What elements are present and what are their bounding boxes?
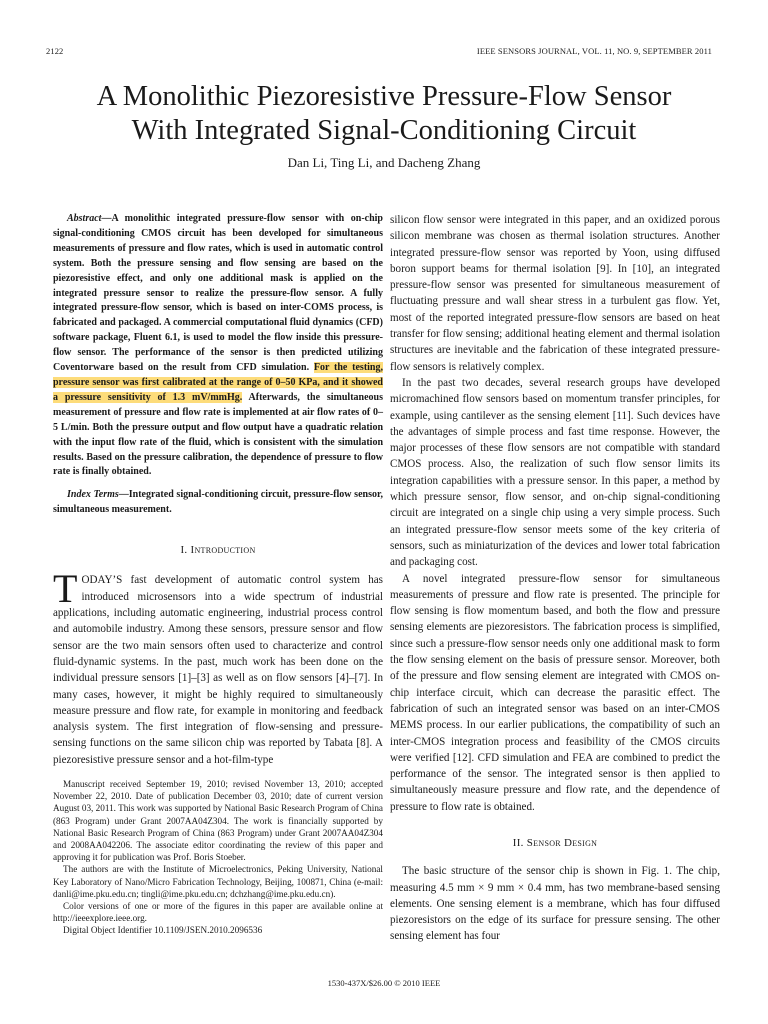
paper-title bbox=[0, 80, 768, 148]
right-paragraph-3: A novel integrated pressure-flow sensor for simultaneous measurements of pressure and flow rate is presented. The principle for flow sensing is flow momentum based, and both the flow and pressure sensing elements are piezoresistors. The fabrication process is simplified, since such a pressure-flow sensor needs only one additional mask to form the flow sensing element on the basis of pressure sensor. Moreover, both of the pressure and flow sensing element are integrated with CMOS on-chip interface circuit, which can decrease the parasitic effect. The fabrication of such an integrated sensor was based on an inter-CMOS MEMS process. In our earlier publications, the compatibility of such an inter-CMOS integration process and feasibility of the CMOS circuits were verified [12]. CFD simulation and FEA are combined to predict the performance of the sensor. The integrated sensor is then applied to simultaneously measure pressure and flow rate, and the dependence of pressure to flow rate is obtained. bbox=[390, 572, 720, 813]
title-line-1: A Monolithic Piezoresistive Pressure-Flow Sensor bbox=[96, 81, 672, 112]
right-column bbox=[390, 212, 720, 945]
right-paragraph-1: silicon flow sensor were integrated in this paper, and an oxidized porous silicon membrane was chosen as thermal isolation structures. Another integrated pressure-flow sensor was reported by Yoon, using diffused boron support beams for thermal isolation [9]. In [10], an integrated pressure-flow sensor was presented for simultaneous measurement of fluctuating pressure and wall shear stress in a turbulent gas flow. Yet, most of the reported integrated pressure-flow sensors are based on heat transfer for flow sensing; additional heating element and thermal isolation structures are inevitable and the fabrication of these integrated pressure-flow sensors is relatively complex. bbox=[390, 214, 720, 373]
left-column bbox=[53, 212, 383, 937]
title-line-2: With Integrated Signal-Conditioning Circuit bbox=[131, 115, 637, 146]
abstract-highlight: For the testing, pressure sensor was first calibrated at the range of 0–50 KPa, and it showed a pressure sensitivity of 1.3 mV/mmHg. bbox=[53, 362, 383, 403]
index-terms: Index Terms—Integrated signal-conditioning circuit, pressure-flow sensor, simultaneous measurement. bbox=[53, 489, 383, 516]
index-terms-text: Integrated signal-conditioning circuit, pressure-flow sensor, simultaneous measurement. bbox=[53, 489, 383, 516]
abstract-text-1: A monolithic integrated pressure-flow sensor with on-chip signal-conditioning CMOS circuit has been developed for simultaneous measurements of pressure and flow rates, which is used in automatic control system. Both the pressure sensing and flow sensing are based on the piezoresistive effect, and only one additional mask is applied on the integrated pressure sensor to realize the pressure-flow sensor. A fully integrated pressure-flow sensor, which is based on inter-COMS process, is fabricated and packaged. A commercial computational fluid dynamics (CFD) software package, Fluent 6.1, is used to model the flow inside this pressure-flow sensor. The performance of the sensor is then predicted utilizing Coventorware based on the result from CFD simulation. bbox=[53, 213, 383, 374]
page-number: 2122 bbox=[46, 46, 64, 56]
footnote-color: Color versions of one or more of the figures in this paper are available online at http://ieeexplore.ieee.org. bbox=[53, 901, 383, 924]
abstract: Abstract—A monolithic integrated pressure-flow sensor with on-chip signal-conditioning CMOS circuit has been developed for simultaneous measurements of pressure and flow rates, which is used in automatic control system. Both the pressure sensing and flow sensing are based on the piezoresistive effect, and only one additional mask is applied on the integrated pressure sensor to realize the pressure-flow sensor. A fully integrated pressure-flow sensor, which is based on inter-COMS process, is fabricated and packaged. A commercial computational fluid dynamics (CFD) software package, Fluent 6.1, is used to model the flow inside this pressure-flow sensor. The performance of the sensor is then predicted utilizing Coventorware based on the result from CFD simulation. For the testing, pressure sensor was first calibrated at the range of 0–50 KPa, and it showed a pressure sensitivity of 1.3 mV/mmHg. Afterwards, the simultaneous measurement of pressure and flow rate is implemented at air flow rates of 0–5 L/min. Both the pressure output and flow output have a quadratic relation with the input flow rate of the fluid, which is consistent with the simulation results. Based on the pressure calibration, the dependence of pressure to flow rate is finally obtained. bbox=[53, 213, 383, 478]
intro-text: ODAY’S fast development of automatic control system has introduced microsensors into a wide spectrum of industrial applications, including automatic engineering, industrial process control and automobile industry. Among these sensors, pressure sensor and flow sensor are the two main sensors often used to characterize and control fluid-dynamic systems. In the past, much work has been done on the individual pressure sensors [1]–[3] as well as on flow sensors [4]–[7]. In many cases, however, it might be highly required to simultaneously measure pressure and flow rate, for example in monitoring and feedback analysis system. The first integration of flow-sensing and pressure-sensing functions on the same silicon chip was reported by Tabata [8]. A piezoresistive pressure sensor and a hot-film-type bbox=[53, 574, 383, 766]
right-paragraph-2: In the past two decades, several research groups have developed micromachined flow sensors based on momentum transfer principles, for example, using cantilever as the sensing element [11]. Such devices have the advantages of simple process and fast time response. However, the major processes of these flow sensors are not compatible with standard CMOS process. Also, the realization of such flow sensor limits its integration capabilities with a pressure sensor. In this paper, a method by which pressure sensor, flow sensor, and on-chip signal-conditioning circuit are integrated on a single chip using a very simple process. Such an integrated pressure-flow sensor meets some of the key criteria of sensors, such as miniaturization of the devices and lower total fabrication and packaging cost. bbox=[390, 376, 720, 569]
authors: Dan Li, Ting Li, and Dacheng Zhang bbox=[287, 155, 481, 170]
footnote-doi: Digital Object Identifier 10.1109/JSEN.2010.2096536 bbox=[63, 925, 263, 936]
intro-paragraph bbox=[53, 566, 383, 768]
footnote-authors: The authors are with the Institute of Microelectronics, Peking University, National Key Laboratory of Nano/Micro Fabrication Technology, Beijing, 100871, China (e-mail: danli@ime.pku.edu.cn; tingli@ime.pku.edu.cn; dchzhang@ime.pku.edu.cn). bbox=[53, 864, 383, 899]
journal-info: IEEE SENSORS JOURNAL, VOL. 11, NO. 9, SEPTEMBER 2011 bbox=[476, 46, 712, 56]
copyright-footer: 1530-437X/$26.00 © 2010 IEEE bbox=[327, 978, 441, 988]
running-header bbox=[46, 46, 712, 56]
section-heading-sensor-design: II. Sensor Design bbox=[512, 836, 598, 849]
abstract-label: Abstract bbox=[67, 213, 102, 224]
right-paragraph-4: The basic structure of the sensor chip is shown in Fig. 1. The chip, measuring 4.5 mm × 9 mm × 0.4 mm, has two membrane-based sensing elements. One sensing element is a membrane, which has four diffused piezoresistors on the edge of its surface for pressure sensing. The other sensing element has four bbox=[390, 865, 720, 943]
index-terms-label: Index Terms bbox=[67, 489, 119, 501]
section-heading-introduction: I. Introduction bbox=[180, 544, 256, 557]
footnote-manuscript: Manuscript received September 19, 2010; revised November 13, 2010; accepted November 22, 2010. Date of publication December 03, 2010; date of current version August 03, 2011. This work was supported by National Basic Research Program of China (863 Program) under Grant 2007AA04Z304. The work is financially supported by National Basic Research Program of China (863 Program) under Grant 2007AA04Z304 and 2008AA042206. The associate editor coordinating the review of this paper and approving it for publication was Prof. Boris Stoeber. bbox=[53, 778, 383, 863]
drop-cap: T bbox=[53, 566, 78, 612]
abstract-text-2: Afterwards, the simultaneous measurement of pressure and flow rate is implemented at air flow rates of 0–5 L/min. Both the pressure output and flow output have a quadratic relation with the input flow rate of the fluid, which is consistent with the simulation results. Based on the pressure calibration, the dependence of pressure to flow rate is finally obtained. bbox=[53, 391, 383, 478]
